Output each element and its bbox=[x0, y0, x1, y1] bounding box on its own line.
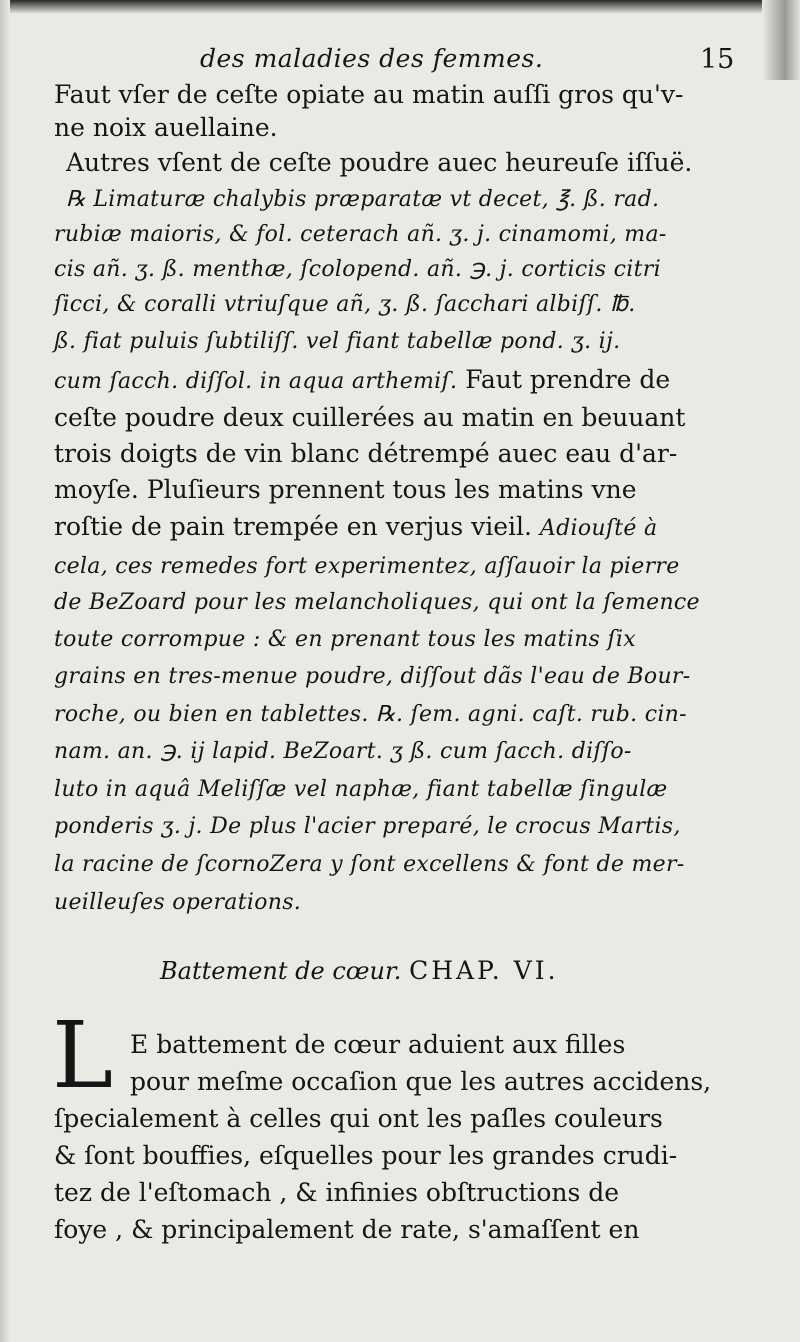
italic-line: la racine de ſcornoZera y ſont excellens & font de mer- bbox=[54, 852, 685, 877]
italic-line: ponderis ʒ. j. De plus l'acier preparé, le crocus Martis, bbox=[54, 814, 681, 839]
italic-line: roche, ou bien en tablettes. ℞. ſem. agni. caſt. rub. cin- bbox=[54, 702, 687, 727]
recipe-line: cis añ. ʒ. ß. menthæ, ſcolopend. añ. ℈. j. corticis citri bbox=[54, 257, 661, 282]
italic-line: cela, ces remedes fort experimentez, aſſauoir la pierre bbox=[54, 554, 680, 579]
italic-line: luto in aquâ Meliſſæ vel naphæ, fiant tabellæ ſingulæ bbox=[54, 777, 668, 802]
italic-line: toute corrompue : & en prenant tous les matins ſix bbox=[54, 627, 636, 652]
page-corner-edge bbox=[762, 0, 800, 80]
text-line: Faut vſer de ceſte opiate au matin auſſi gros qu'v- bbox=[54, 80, 684, 109]
italic-line: de BeZoard pour les melancholiques, qui ont la ſemence bbox=[54, 590, 700, 615]
italic-line: grains en tres-menue poudre, diſſout dãs l'eau de Bour- bbox=[54, 664, 691, 689]
recipe-line: rubiæ maioris, & fol. ceterach añ. ʒ. j. cinamomi, ma- bbox=[54, 222, 667, 247]
recipe-line: ℞ Limaturæ chalybis præparatæ vt decet, ℥. ß. rad. bbox=[66, 187, 660, 212]
drop-cap: L bbox=[52, 1002, 114, 1109]
recipe-line: ß. fiat puluis ſubtiliſſ. vel fiant tabellæ pond. ʒ. ij. bbox=[54, 329, 621, 354]
text-line: ceſte poudre deux cuillerées au matin en beuuant bbox=[54, 403, 686, 432]
text-line: E battement de cœur aduient aux filles bbox=[130, 1030, 626, 1059]
recipe-line: ſicci, & coralli vtriuſque añ, ʒ. ß. ſacchari albiſſ. ℔. bbox=[54, 292, 636, 317]
text-line: ne noix auellaine. bbox=[54, 113, 278, 142]
text-line: foye , & principalement de rate, s'amaſſent en bbox=[54, 1215, 640, 1244]
text-line: trois doigts de vin blanc détrempé auec eau d'ar- bbox=[54, 439, 678, 468]
page-gutter-shadow bbox=[0, 0, 10, 1342]
page-top-shadow bbox=[0, 0, 800, 14]
text-line bbox=[54, 512, 657, 544]
chapter-heading bbox=[160, 956, 559, 985]
text-italic: cum ſacch. diſſol. in aqua arthemiſ. bbox=[54, 369, 458, 394]
text-line: moyſe. Pluſieurs prennent tous les matins vne bbox=[54, 475, 637, 504]
text-roman: Faut prendre de bbox=[457, 365, 671, 394]
text-line: & ſont bouffies, eſquelles pour les grandes crudi- bbox=[54, 1141, 678, 1170]
text-line: Autres vſent de ceſte poudre auec heureuſe iſſuë. bbox=[66, 148, 693, 177]
text-roman: roſtie de pain trempée en verjus vieil. bbox=[54, 512, 540, 541]
text-line: pour meſme occaſion que les autres accidens, bbox=[130, 1067, 712, 1096]
text-italic: Adiouſté à bbox=[539, 516, 658, 541]
text-line: ſpecialement à celles qui ont les paſles couleurs bbox=[54, 1104, 663, 1133]
chapter-label: CHAP. VI. bbox=[409, 956, 559, 985]
text-line bbox=[54, 365, 670, 397]
page-number: 15 bbox=[700, 44, 735, 75]
text-line: tez de l'eſtomach , & infinies obſtructions de bbox=[54, 1178, 620, 1207]
italic-line: ueilleuſes operations. bbox=[54, 890, 302, 915]
chapter-subject: Battement de cœur. bbox=[160, 957, 402, 985]
running-title: des maladies des femmes. bbox=[200, 44, 544, 73]
italic-line: nam. an. ℈. ij lapid. BeZoart. ʒ ß. cum ſacch. diſſo- bbox=[54, 739, 632, 764]
